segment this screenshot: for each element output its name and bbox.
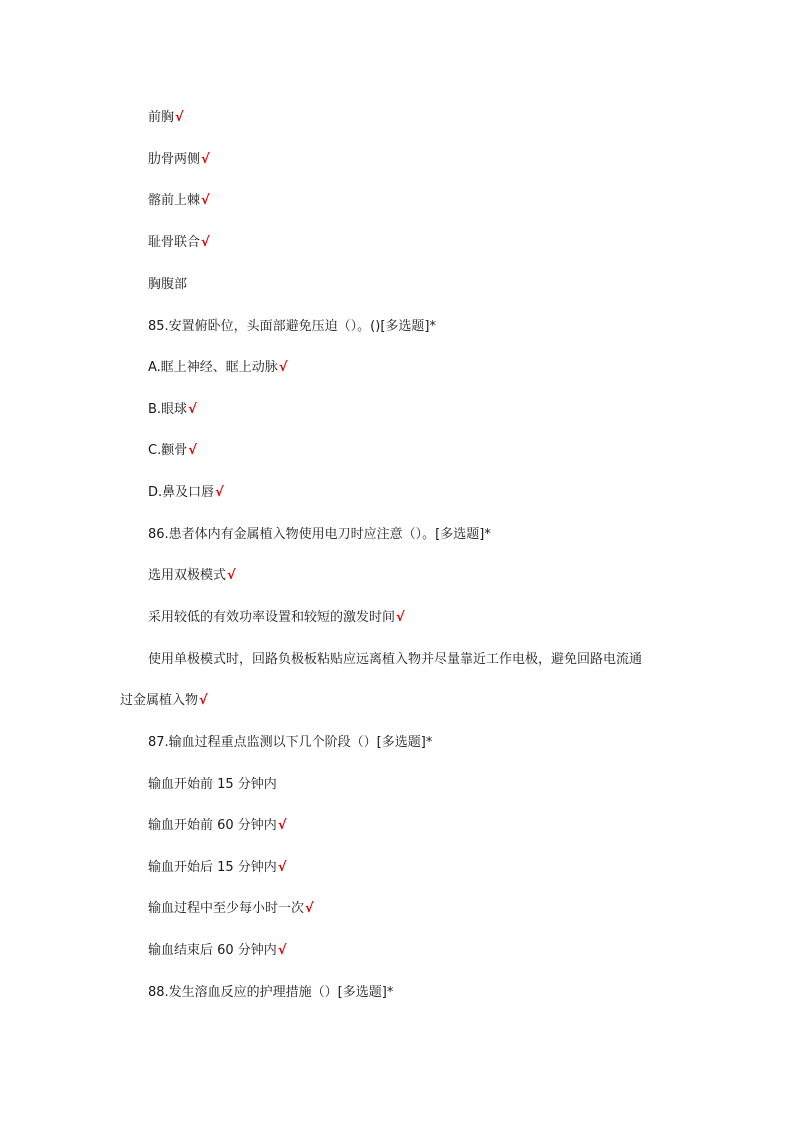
check-mark-icon: √ xyxy=(277,860,287,875)
option-line-continuation: 过金属植入物√ xyxy=(120,693,208,708)
option-line: 髂前上棘√ xyxy=(148,193,210,208)
question-line: 87.输血过程重点监测以下几个阶段（）[多选题]* xyxy=(148,735,433,750)
option-line: 输血结束后 60 分钟内√ xyxy=(148,943,287,958)
check-mark-icon: √ xyxy=(305,901,314,916)
option-line: 使用单极模式时，回路负极板粘贴应远离植入物并尽量靠近工作电极，避免回路电流通 xyxy=(148,652,643,667)
check-mark-icon: √ xyxy=(277,943,287,958)
option-line: 采用较低的有效功率设置和较短的激发时间√ xyxy=(148,610,405,625)
option-line: 输血开始前 15 分钟内 xyxy=(148,777,277,792)
check-mark-icon: √ xyxy=(227,568,236,583)
question-line: 86.患者体内有金属植入物使用电刀时应注意（）。[多选题]* xyxy=(148,527,491,542)
check-mark-icon: √ xyxy=(201,235,210,250)
option-line: 输血过程中至少每小时一次√ xyxy=(148,901,314,916)
option-line: D.鼻及口唇√ xyxy=(148,485,224,500)
check-mark-icon: √ xyxy=(201,152,210,167)
question-line: 88.发生溶血反应的护理措施（）[多选题]* xyxy=(148,985,394,1000)
option-line: C.颧骨√ xyxy=(148,443,197,458)
option-line: 选用双极模式√ xyxy=(148,568,236,583)
question-line: 85.安置俯卧位，头面部避免压迫（）。()[多选题]* xyxy=(148,319,436,334)
option-line: B.眼球√ xyxy=(148,402,197,417)
option-line: 胸腹部 xyxy=(148,277,188,292)
option-line: 输血开始后 15 分钟内√ xyxy=(148,860,287,875)
option-line: 耻骨联合√ xyxy=(148,235,210,250)
check-mark-icon: √ xyxy=(278,360,288,375)
option-line: A.眶上神经、眶上动脉√ xyxy=(148,360,288,375)
check-mark-icon: √ xyxy=(201,193,210,208)
option-line: 输血开始前 60 分钟内√ xyxy=(148,818,287,833)
option-line: 前胸√ xyxy=(148,110,184,125)
check-mark-icon: √ xyxy=(199,693,208,708)
check-mark-icon: √ xyxy=(277,818,287,833)
check-mark-icon: √ xyxy=(396,610,405,625)
check-mark-icon: √ xyxy=(215,485,224,500)
check-mark-icon: √ xyxy=(175,110,184,125)
option-line: 肋骨两侧√ xyxy=(148,152,210,167)
check-mark-icon: √ xyxy=(188,443,197,458)
check-mark-icon: √ xyxy=(188,402,197,417)
